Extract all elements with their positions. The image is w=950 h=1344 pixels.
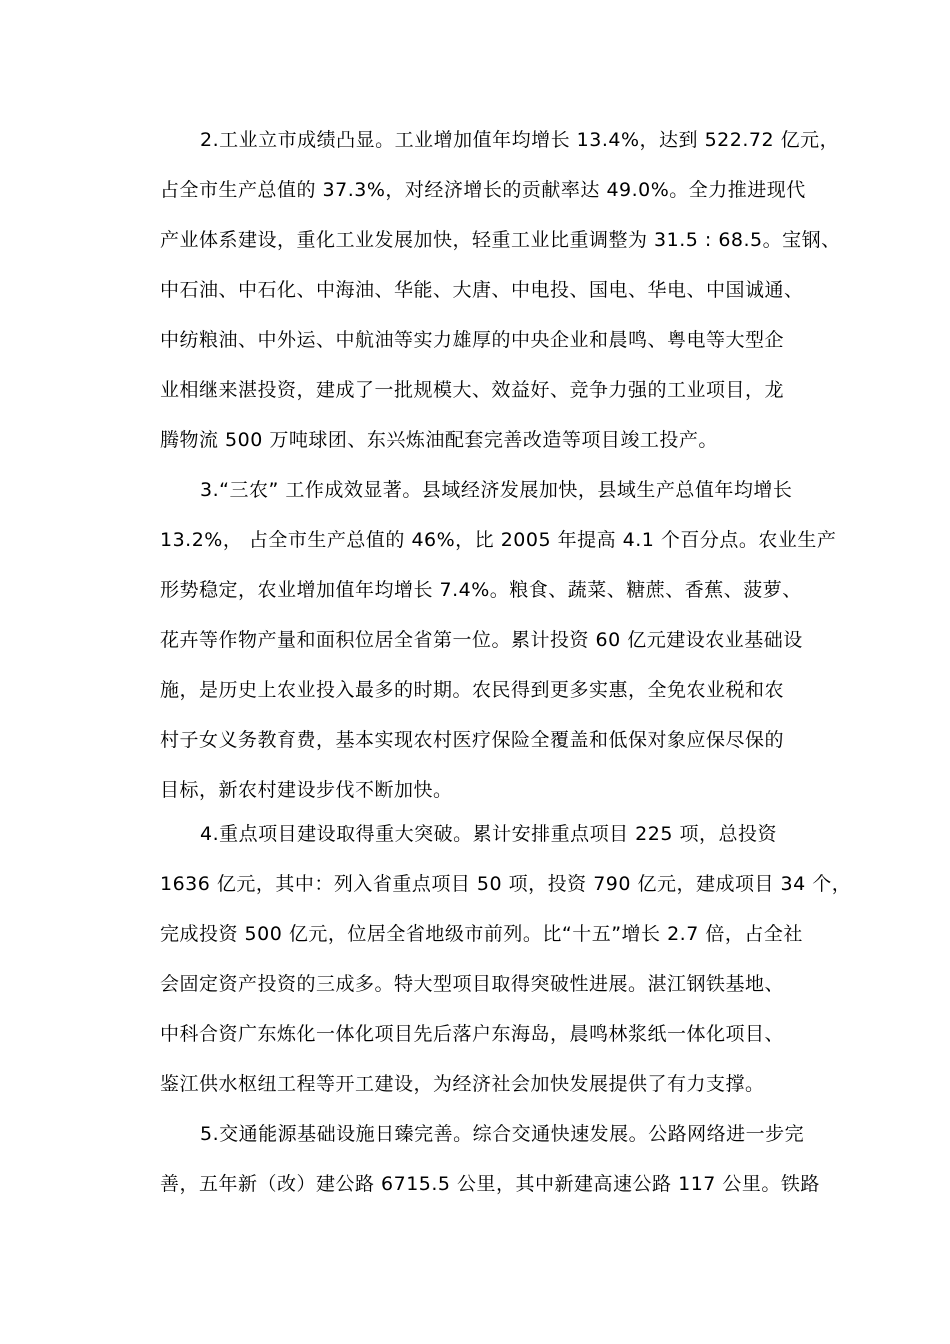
paragraph-4-line-2: 1636 亿元，其中：列入省重点项目 50 项，投资 790 亿元，建成项目 34 个，: [160, 873, 852, 895]
paragraph-3-line-5: 施，是历史上农业投入最多的时期。农民得到更多实惠，全免农业税和农: [160, 679, 785, 701]
paragraph-4-line-1: 4.重点项目建设取得重大突破。累计安排重点项目 225 项，总投资: [200, 823, 777, 845]
paragraph-3-line-2: 13.2%， 占全市生产总值的 46%，比 2005 年提高 4.1 个百分点。农业生产: [160, 529, 837, 551]
paragraph-4-line-4: 会固定资产投资的三成多。特大型项目取得突破性进展。湛江钢铁基地、: [160, 973, 785, 995]
paragraph-2-line-4: 中石油、中石化、中海油、华能、大唐、中电投、国电、华电、中国诚通、: [160, 279, 804, 301]
paragraph-5-line-1: 5.交通能源基础设施日臻完善。综合交通快速发展。公路网络进一步完: [200, 1123, 805, 1145]
paragraph-2-line-7: 腾物流 500 万吨球团、东兴炼油配套完善改造等项目竣工投产。: [160, 429, 718, 451]
paragraph-4-line-5: 中科合资广东炼化一体化项目先后落户东海岛，晨鸣林浆纸一体化项目、: [160, 1023, 785, 1045]
paragraph-3-line-7: 目标，新农村建设步伐不断加快。: [160, 779, 453, 801]
paragraph-3-line-4: 花卉等作物产量和面积位居全省第一位。累计投资 60 亿元建设农业基础设: [160, 629, 803, 651]
paragraph-2-line-1: 2.工业立市成绩凸显。工业增加值年均增长 13.4%，达到 522.72 亿元，: [200, 129, 840, 151]
paragraph-3-line-6: 村子女义务教育费，基本实现农村医疗保险全覆盖和低保对象应保尽保的: [160, 729, 785, 751]
paragraph-3-line-1: 3.“三农” 工作成效显著。县域经济发展加快，县域生产总值年均增长: [200, 479, 793, 501]
paragraph-3-line-3: 形势稳定，农业增加值年均增长 7.4%。粮食、蔬菜、糖蔗、香蕉、菠萝、: [160, 579, 802, 601]
paragraph-2-line-2: 占全市生产总值的 37.3%，对经济增长的贡献率达 49.0%。全力推进现代: [160, 179, 806, 201]
paragraph-5-line-2: 善，五年新（改）建公路 6715.5 公里，其中新建高速公路 117 公里。铁路: [160, 1173, 820, 1195]
paragraph-2-line-6: 业相继来湛投资，建成了一批规模大、效益好、竞争力强的工业项目，龙: [160, 379, 785, 401]
paragraph-2-line-5: 中纺粮油、中外运、中航油等实力雄厚的中央企业和晨鸣、粤电等大型企: [160, 329, 785, 351]
paragraph-4-line-3: 完成投资 500 亿元，位居全省地级市前列。比“十五”增长 2.7 倍，占全社: [160, 923, 803, 945]
paragraph-4-line-6: 鉴江供水枢纽工程等开工建设，为经济社会加快发展提供了有力支撑。: [160, 1073, 765, 1095]
paragraph-2-line-3: 产业体系建设，重化工业发展加快，轻重工业比重调整为 31.5 : 68.5。宝钢、: [160, 229, 841, 251]
